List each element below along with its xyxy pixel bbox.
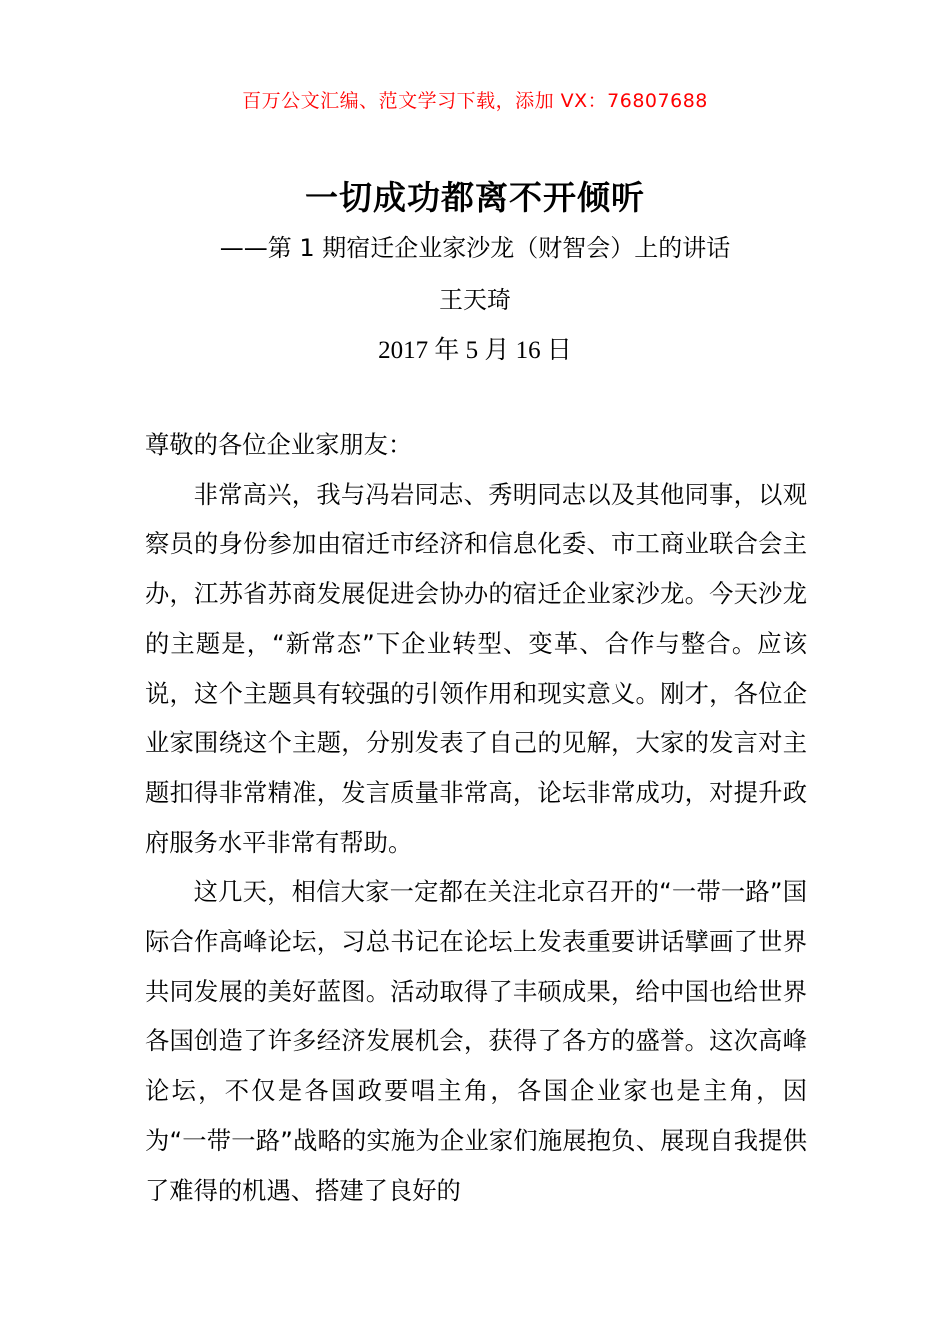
promo-header: 百万公文汇编、范文学习下载，添加 VX：76807688 [242, 90, 708, 112]
paragraph-2: 这几天，相信大家一定都在关注北京召开的“一带一路”国际合作高峰论坛，习总书记在论坛上发表重要讲话擘画了世界共同发展的美好蓝图。活动取得了丰硕成果，给中国也给世界各国创造了许多经济发展机会，获得了各方的盛誉。这次高峰论坛，不仅是各国政要唱主角，各国企业家也是主角，因为“一带一路”战略的实施为企业家们施展抱负、展现自我提供了难得的机遇、搭建了良好的 [145, 877, 807, 1205]
paragraph-1: 非常高兴，我与冯岩同志、秀明同志以及其他同事，以观察员的身份参加由宿迁市经济和信息化委、市工商业联合会主办，江苏省苏商发展促进会协办的宿迁企业家沙龙。今天沙龙的主题是，“新常态”下企业转型、变革、合作与整合。应该说，这个主题具有较强的引领作用和现实意义。刚才，各位企业家围绕这个主题，分别发表了自己的见解，大家的发言对主题扣得非常精准，发言质量非常高，论坛非常成功，对提升政府服务水平非常有帮助。 [145, 479, 807, 857]
document-title: 一切成功都离不开倾听 [305, 178, 645, 217]
document-author: 王天琦 [439, 286, 511, 314]
document-body [145, 420, 807, 1215]
document-subtitle: ——第 1 期宿迁企业家沙龙（财智会）上的讲话 [219, 234, 731, 262]
salutation: 尊敬的各位企业家朋友： [145, 430, 413, 459]
document-date: 2017 年 5 月 16 日 [378, 337, 572, 364]
